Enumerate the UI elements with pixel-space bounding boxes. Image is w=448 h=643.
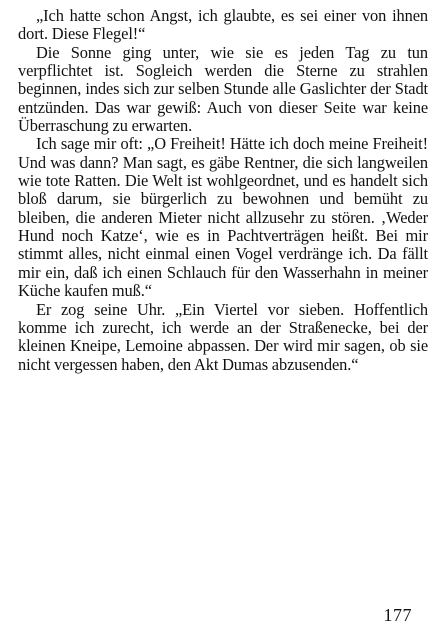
paragraph-4: Er zog seine Uhr. „Ein Viertel vor sieben. Hoffentlich komme ich zurecht, ich werde an der Straßenecke, bei der kleinen Kneipe, Lemoine abpassen. Der wird mir sagen, ob sie nicht vergessen haben, den Akt Dumas abzusenden.“ — [18, 299, 428, 374]
page-number: 177 — [383, 605, 412, 625]
paragraph-2: Die Sonne ging unter, wie sie es jeden Tag zu tun verpflichtet ist. Sogleich werden die Sterne zu strahlen beginnen, indes sich zur selben Stunde alle Gaslichter der Stadt entzünden. Das war gewiß: Auch von dieser Seite war keine Überraschung zu erwarten. — [18, 42, 428, 136]
body-text — [18, 7, 428, 374]
paragraph-1: „Ich hatte schon Angst, ich glaubte, es sei einer von ihnen dort. Diese Flegel!“ — [18, 6, 428, 44]
paragraph-3: Ich sage mir oft: „O Freiheit! Hätte ich doch meine Freiheit! Und was dann? Man sagt, es gäbe Rentner, die sich langweilen wie tote Ratten. Die Welt ist wohlgeordnet, und es handelt sich bloß darum, sie bürgerlich zu bewohnen und bemüht zu bleiben, die anderen Mieter nicht allzusehr zu stören. ‚Weder Hund noch Katze‘, wie es in Pachtverträgen heißt. Bei mir stimmt alles, nicht einmal einen Vogel verdränge ich. Da fällt mir ein, daß ich einen Schlauch für den Wasserhahn in meiner Küche kaufen muß.“ — [18, 134, 428, 301]
